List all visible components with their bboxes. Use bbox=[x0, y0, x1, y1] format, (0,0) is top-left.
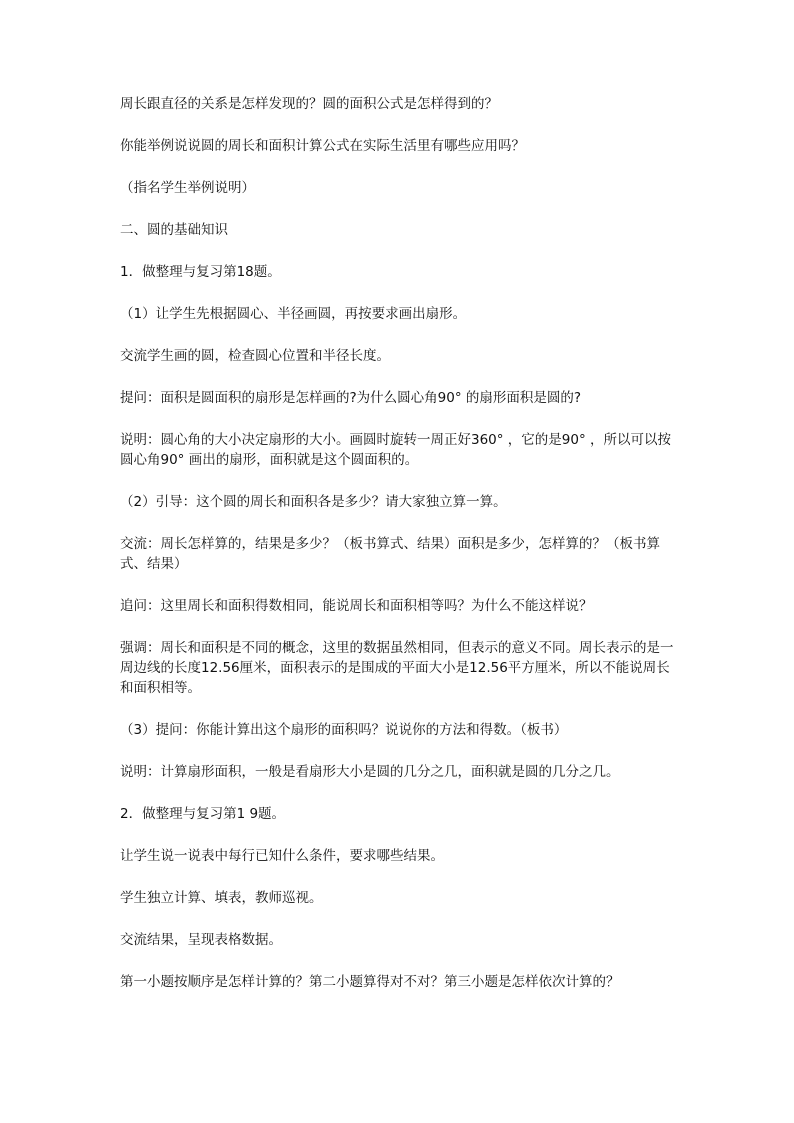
paragraph-question-application: 你能举例说说圆的周长和面积计算公式在实际生活里有哪些应用吗？ bbox=[120, 138, 525, 154]
paragraph-step-2: （2）引导：这个圆的周长和面积各是多少？请大家独立算一算。 bbox=[120, 494, 507, 510]
paragraph-table-conditions: 让学生说一说表中每行已知什么条件，要求哪些结果。 bbox=[120, 848, 444, 864]
section-heading-basics: 二、圆的基础知识 bbox=[120, 222, 228, 238]
paragraph-final-questions: 第一小题按顺序是怎样计算的？第二小题算得对不对？第三小题是怎样依次计算的？ bbox=[120, 974, 620, 990]
paragraph-exchange-drawing: 交流学生画的圆，检查圆心位置和半径长度。 bbox=[120, 348, 390, 364]
paragraph-explanation-angle: 说明：圆心角的大小决定扇形的大小。画圆时旋转一周正好360° ，它的是90° ，所以可以按圆心角90° 画出的扇形，面积就是这个圆面积的。 bbox=[120, 432, 672, 468]
document-body bbox=[120, 94, 680, 1014]
paragraph-exercise-18: 1．做整理与复习第18题。 bbox=[120, 264, 281, 280]
paragraph-question-sector: 提问：面积是圆面积的扇形是怎样画的?为什么圆心角90° 的扇形面积是圆的? bbox=[120, 390, 582, 406]
paragraph-step-3: （3）提问：你能计算出这个扇形的面积吗？说说你的方法和得数。（板书） bbox=[120, 722, 568, 738]
paragraph-step-1: （1）让学生先根据圆心、半径画圆，再按要求画出扇形。 bbox=[120, 306, 467, 322]
paragraph-emphasis: 强调：周长和面积是不同的概念，这里的数据虽然相同，但表示的意义不同。周长表示的是一周边线的长度12.56厘米，面积表示的是围成的平面大小是12.56平方厘米，所以不能说周长和面积相等。 bbox=[120, 640, 674, 696]
paragraph-exercise-19: 2．做整理与复习第1 9题。 bbox=[120, 806, 286, 822]
paragraph-follow-up: 追问：这里周长和面积得数相同，能说周长和面积相等吗？为什么不能这样说？ bbox=[120, 598, 593, 614]
paragraph-independent-work: 学生独立计算、填表，教师巡视。 bbox=[120, 890, 323, 906]
paragraph-explanation-sector-area: 说明：计算扇形面积，一般是看扇形大小是圆的几分之几，面积就是圆的几分之几。 bbox=[120, 764, 620, 780]
paragraph-exchange-results: 交流：周长怎样算的，结果是多少？（板书算式、结果）面积是多少，怎样算的？（板书算式、结果） bbox=[120, 536, 660, 572]
paragraph-exchange-table: 交流结果，呈现表格数据。 bbox=[120, 932, 282, 948]
paragraph-question-circumference: 周长跟直径的关系是怎样发现的？圆的面积公式是怎样得到的？ bbox=[120, 96, 498, 112]
paragraph-note-examples: （指名学生举例说明） bbox=[120, 180, 255, 196]
